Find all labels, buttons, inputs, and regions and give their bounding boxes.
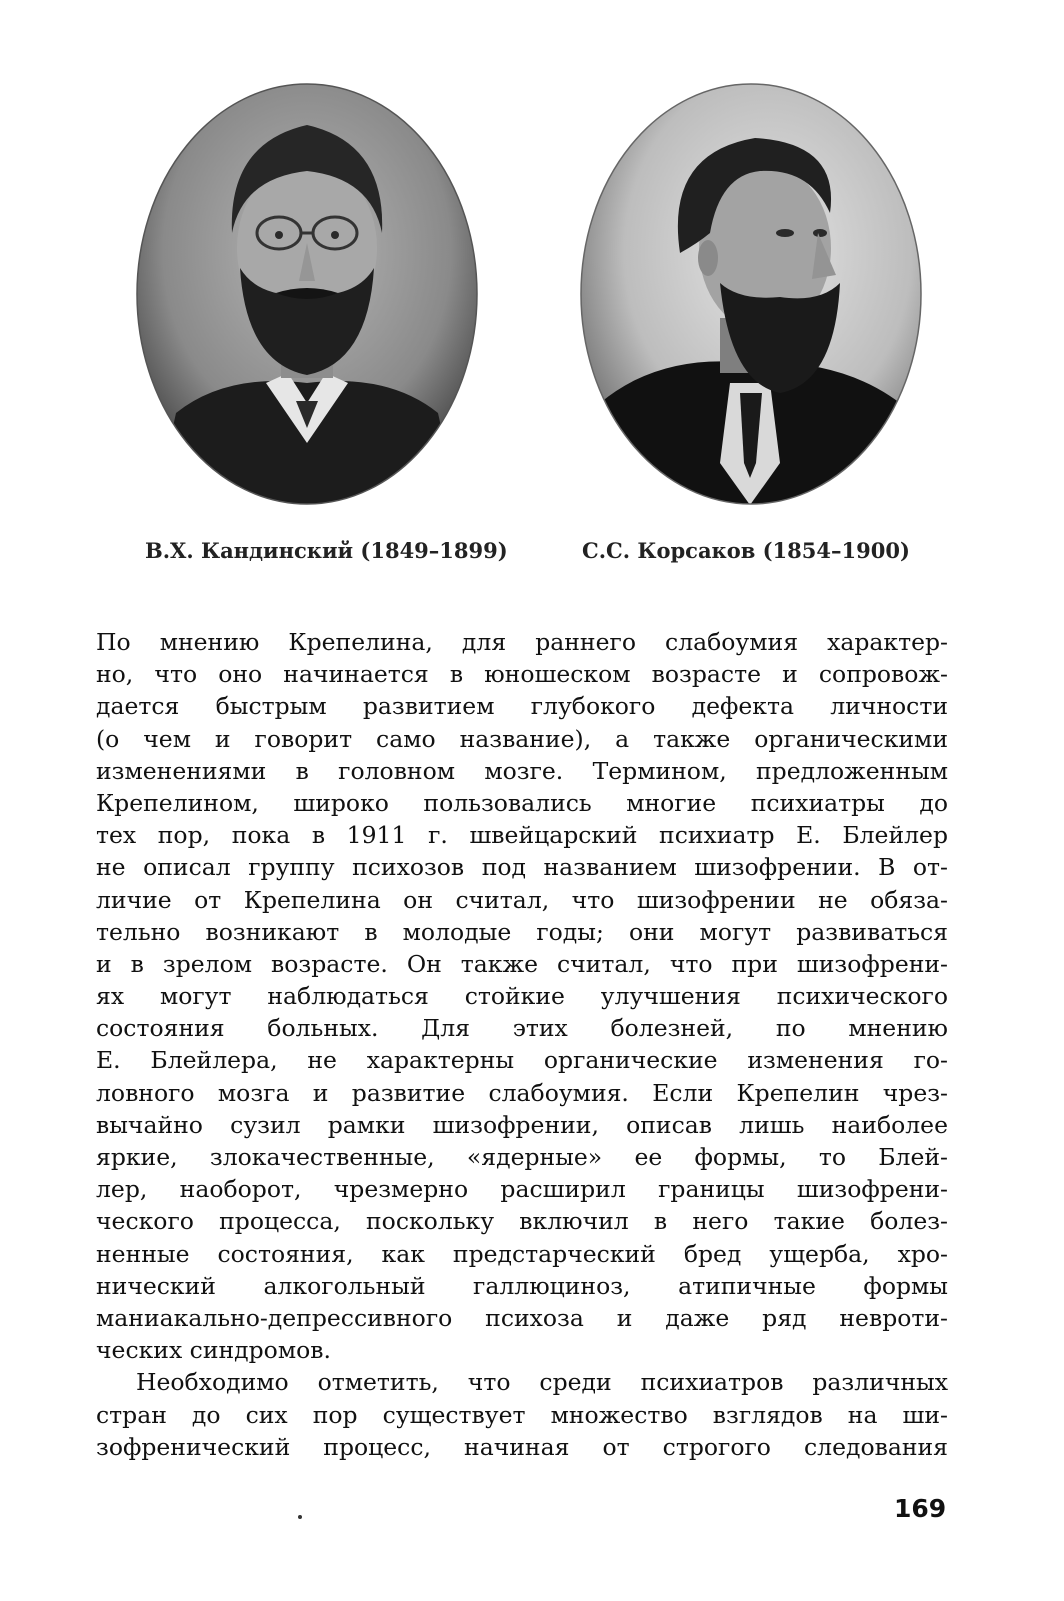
text-line: ях могут наблюдаться стойкие улучшения психического [96, 982, 948, 1011]
text-line: состояния больных. Для этих болезней, по мнению [96, 1014, 948, 1043]
portrait-kandinsky [136, 83, 478, 505]
text-line: Необходимо отметить, что среди психиатров различных [136, 1368, 948, 1397]
text-line: не описал группу психозов под названием шизофрении. В от- [96, 853, 948, 882]
text-line: ловного мозга и развитие слабоумия. Если Крепелин чрез- [96, 1078, 948, 1107]
text-line: ческого процесса, поскольку включил в него такие болез- [96, 1207, 948, 1236]
scan-dot [298, 1515, 302, 1519]
text-line: личие от Крепелина он считал, что шизофрении не обяза- [96, 885, 948, 914]
text-line: По мнению Крепелина, для раннего слабоумия характер- [96, 628, 948, 656]
caption-korsakov: С.С. Корсаков (1854–1900) [582, 538, 910, 563]
text-line: и в зрелом возрасте. Он также считал, что при шизофрени- [96, 949, 948, 978]
text-line: нический алкогольный галлюциноз, атипичные формы [96, 1271, 948, 1300]
text-line: тельно возникают в молодые годы; они могут развиваться [96, 917, 948, 946]
text-line: ческих синдромов. [96, 1336, 331, 1365]
text-line: но, что оно начинается в юношеском возрасте и сопровож- [96, 660, 948, 689]
text-line: яркие, злокачественные, «ядерные» ее формы, то Блей- [96, 1143, 948, 1171]
text-line: тех пор, пока в 1911 г. швейцарский психиатр Е. Блейлер [96, 821, 948, 850]
text-line: лер, наоборот, чрезмерно расширил границы шизофрени- [96, 1175, 948, 1204]
text-line: Крепелином, широко пользовались многие психиатры до [96, 788, 948, 817]
text-line: маниакально-депрессивного психоза и даже ряд невроти- [96, 1303, 948, 1332]
text-line: стран до сих пор существует множество взглядов на ши- [96, 1400, 948, 1429]
text-line: Е. Блейлера, не характерны органические изменения го- [96, 1046, 948, 1075]
page-number: 169 [894, 1494, 947, 1523]
text-line: изменениями в головном мозге. Термином, предложенным [96, 756, 948, 785]
text-line: дается быстрым развитием глубокого дефекта личности [96, 692, 948, 721]
body-text [96, 626, 948, 1463]
portrait-photo-korsakov [580, 83, 922, 505]
portrait-korsakov [580, 83, 922, 505]
caption-kandinsky: В.Х. Кандинский (1849–1899) [145, 538, 508, 563]
text-line: зофренический процесс, начиная от строгого следования [96, 1432, 948, 1461]
paragraph-1 [96, 626, 948, 1366]
text-line: вычайно сузил рамки шизофрении, описав лишь наиболее [96, 1110, 948, 1139]
portrait-photo-kandinsky [136, 83, 478, 505]
text-line: (о чем и говорит само название), а также органическими [96, 724, 948, 753]
text-line: ненные состояния, как предстарческий бред ущерба, хро- [96, 1239, 948, 1268]
paragraph-2 [96, 1366, 948, 1463]
